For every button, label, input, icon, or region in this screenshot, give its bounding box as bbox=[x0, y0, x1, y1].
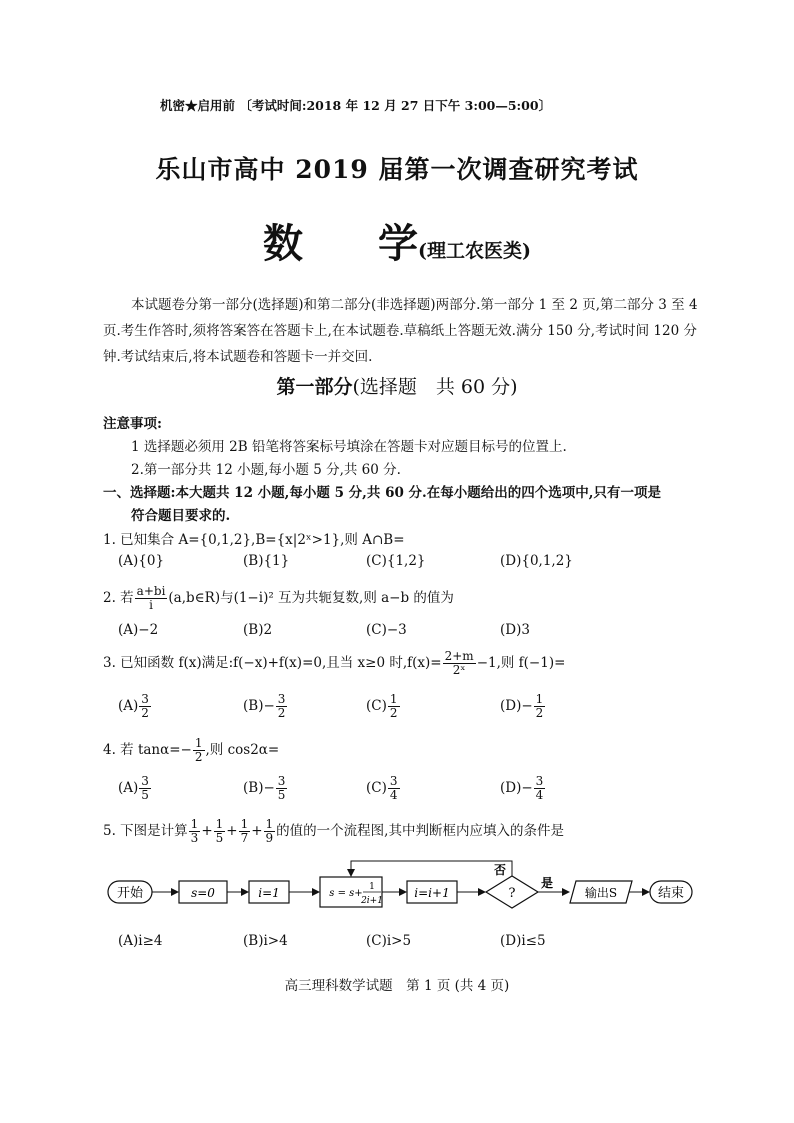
q2-fraction-num: a+bi bbox=[136, 584, 166, 598]
option-label: (C) bbox=[366, 780, 387, 796]
exam-instructions: 本试题卷分第一部分(选择题)和第二部分(非选择题)两部分.第一部分 1 至 2 页,第二部分 3 至 4 页.考生作答时,须将答案答在答题卡上,在本试题卷.草稿纸上答题无效.满分 150 分,考试时间 120 分钟.考试结束后,将本试题卷和答题卡一并交回. bbox=[103, 297, 698, 365]
q4-stem-post: ,则 cos2α= bbox=[205, 742, 280, 758]
q5-fraction-den: 5 bbox=[215, 831, 224, 845]
option-label: (B) bbox=[243, 780, 264, 796]
q2-fraction-den: i bbox=[149, 598, 153, 612]
option-fraction-num: 1 bbox=[389, 692, 398, 706]
q1-option-c: (C){1,2} bbox=[366, 553, 426, 569]
option-fraction bbox=[534, 693, 546, 720]
flow-no-label: 否 bbox=[493, 863, 507, 877]
q4-option-a bbox=[118, 775, 152, 802]
q5-option-a: (A)i≥4 bbox=[118, 933, 163, 949]
option-fraction-num: 3 bbox=[277, 692, 286, 706]
subject-category: (理工农医类) bbox=[418, 240, 531, 262]
option-fraction bbox=[139, 775, 151, 802]
option-fraction-den: 4 bbox=[535, 788, 544, 802]
option-sign: − bbox=[521, 780, 533, 796]
option-fraction-den: 5 bbox=[141, 788, 149, 802]
q4-stem bbox=[103, 737, 279, 764]
subject-char-2: 学 bbox=[378, 220, 418, 267]
q5-fraction bbox=[239, 818, 251, 845]
option-sign: − bbox=[263, 698, 275, 714]
option-sign: − bbox=[521, 698, 533, 714]
flow-decision-label: ? bbox=[508, 886, 516, 901]
q1-option-a: (A){0} bbox=[118, 553, 165, 569]
q4-fraction-den: 2 bbox=[194, 750, 203, 764]
q3-option-c bbox=[366, 693, 401, 720]
option-fraction bbox=[139, 693, 151, 720]
q1-stem: 1. 已知集合 A={0,1,2},B={x|2ˣ>1},则 A∩B= bbox=[103, 532, 405, 548]
q4-option-b bbox=[243, 775, 288, 802]
q3-fraction-den: 2ˣ bbox=[452, 663, 466, 677]
exam-title: 乐山市高中 2019 届第一次调查研究考试 bbox=[155, 155, 639, 184]
option-fraction-den: 2 bbox=[141, 706, 149, 720]
q2-option-b: (B)2 bbox=[243, 622, 273, 638]
q4-option-d bbox=[500, 775, 546, 802]
q3-option-b bbox=[243, 693, 288, 720]
option-fraction bbox=[534, 775, 546, 802]
q5-fraction-den: 7 bbox=[240, 831, 249, 845]
q5-option-c: (C)i>5 bbox=[366, 933, 412, 949]
plus-sign: + bbox=[251, 823, 263, 839]
flowchart bbox=[100, 855, 700, 925]
q3-fraction-num: 2+m bbox=[444, 649, 474, 663]
q3-stem-post: −1,则 f(−1)= bbox=[476, 655, 566, 671]
option-fraction bbox=[388, 693, 400, 720]
page-footer: 高三理科数学试题 第 1 页 (共 4 页) bbox=[284, 978, 510, 994]
flow-update-s-num: 1 bbox=[369, 882, 375, 892]
flow-end-label: 结束 bbox=[657, 886, 685, 901]
flow-update-s-den: 2i+1 bbox=[361, 896, 383, 906]
flow-update-s-label: s = s+ bbox=[329, 888, 363, 899]
q2-option-c: (C)−3 bbox=[366, 622, 407, 638]
q5-fraction-num: 1 bbox=[215, 817, 224, 831]
option-fraction bbox=[388, 775, 400, 802]
option-fraction-num: 3 bbox=[141, 692, 149, 706]
option-fraction-num: 3 bbox=[389, 774, 398, 788]
q5-fraction bbox=[214, 818, 226, 845]
subject-char-1: 数 bbox=[263, 220, 303, 267]
q5-fraction bbox=[189, 818, 201, 845]
option-sign: − bbox=[263, 780, 275, 796]
q4-option-c bbox=[366, 775, 401, 802]
q5-option-d: (D)i≤5 bbox=[500, 933, 546, 949]
q5-fraction-den: 3 bbox=[190, 831, 199, 845]
q1-option-d: (D){0,1,2} bbox=[500, 553, 573, 569]
option-fraction-num: 3 bbox=[141, 774, 149, 788]
option-label: (D) bbox=[500, 780, 522, 796]
option-label: (A) bbox=[118, 780, 139, 796]
option-label: (A) bbox=[118, 698, 139, 714]
q5-stem bbox=[103, 818, 564, 845]
q3-option-a bbox=[118, 693, 152, 720]
q5-fraction-num: 1 bbox=[265, 817, 274, 831]
q2-stem-pre: 2. 若 bbox=[103, 590, 134, 606]
option-fraction-den: 4 bbox=[389, 788, 398, 802]
q5-fraction bbox=[264, 818, 276, 845]
plus-sign: + bbox=[201, 823, 213, 839]
note-1: 1 选择题必须用 2B 铅笔将答案标号填涂在答题卡对应题目标号的位置上. bbox=[131, 439, 567, 455]
flow-start-label: 开始 bbox=[116, 886, 144, 901]
q4-fraction bbox=[193, 737, 205, 764]
part-heading bbox=[0, 372, 794, 399]
q3-fraction bbox=[443, 650, 476, 677]
option-label: (D) bbox=[500, 698, 522, 714]
q2-option-a: (A)−2 bbox=[118, 622, 159, 638]
q2-stem bbox=[103, 585, 454, 612]
q1-option-b: (B){1} bbox=[243, 553, 290, 569]
flow-init-i-label: i=1 bbox=[258, 886, 280, 900]
q5-option-b: (B)i>4 bbox=[243, 933, 288, 949]
q5-stem-post: 的值的一个流程图,其中判断框内应填入的条件是 bbox=[276, 823, 564, 839]
flow-yes-label: 是 bbox=[540, 876, 554, 890]
q5-fraction-den: 9 bbox=[265, 831, 274, 845]
q3-stem bbox=[103, 650, 565, 677]
flow-update-i-label: i=i+1 bbox=[414, 886, 450, 900]
exam-header: 机密★启用前 〔考试时间:2018 年 12 月 27 日下午 3:00—5:00〕 bbox=[160, 98, 552, 113]
plus-sign: + bbox=[226, 823, 238, 839]
flow-init-s-label: s=0 bbox=[191, 886, 215, 900]
part-heading-bold: 第一部分 bbox=[276, 376, 353, 398]
q3-stem-pre: 3. 已知函数 f(x)满足:f(−x)+f(x)=0,且当 x≥0 时,f(x)= bbox=[103, 655, 442, 671]
q2-stem-post: (a,b∈R)与(1−i)² 互为共轭复数,则 a−b 的值为 bbox=[168, 590, 454, 606]
option-label: (C) bbox=[366, 698, 387, 714]
q5-fraction-num: 1 bbox=[190, 817, 199, 831]
option-fraction bbox=[276, 775, 288, 802]
option-label: (B) bbox=[243, 698, 264, 714]
q4-fraction-num: 1 bbox=[194, 736, 203, 750]
subject-title bbox=[0, 212, 794, 269]
flow-loop-arrow bbox=[351, 861, 512, 876]
option-fraction bbox=[276, 693, 288, 720]
note-2: 2.第一部分共 12 小题,每小题 5 分,共 60 分. bbox=[131, 462, 401, 478]
section-heading-line-1: 一、选择题:本大题共 12 小题,每小题 5 分,共 60 分.在每小题给出的四个选项中,只有一项是 bbox=[103, 485, 661, 501]
option-fraction-num: 3 bbox=[535, 774, 544, 788]
option-fraction-num: 1 bbox=[535, 692, 544, 706]
notes-heading: 注意事项: bbox=[103, 416, 162, 432]
option-fraction-den: 2 bbox=[535, 706, 544, 720]
q5-fraction-num: 1 bbox=[240, 817, 249, 831]
flow-output-label: 输出S bbox=[584, 886, 618, 900]
q4-stem-pre: 4. 若 tanα=− bbox=[103, 742, 192, 758]
option-fraction-num: 3 bbox=[277, 774, 286, 788]
option-fraction-den: 5 bbox=[277, 788, 286, 802]
part-heading-rest: (选择题 共 60 分) bbox=[352, 376, 518, 398]
option-fraction-den: 2 bbox=[389, 706, 398, 720]
q2-option-d: (D)3 bbox=[500, 622, 530, 638]
option-fraction-den: 2 bbox=[277, 706, 286, 720]
q3-option-d bbox=[500, 693, 546, 720]
q2-fraction bbox=[135, 585, 168, 612]
section-heading-line-2: 符合题目要求的. bbox=[131, 508, 231, 524]
q5-stem-pre: 5. 下图是计算 bbox=[103, 823, 188, 839]
